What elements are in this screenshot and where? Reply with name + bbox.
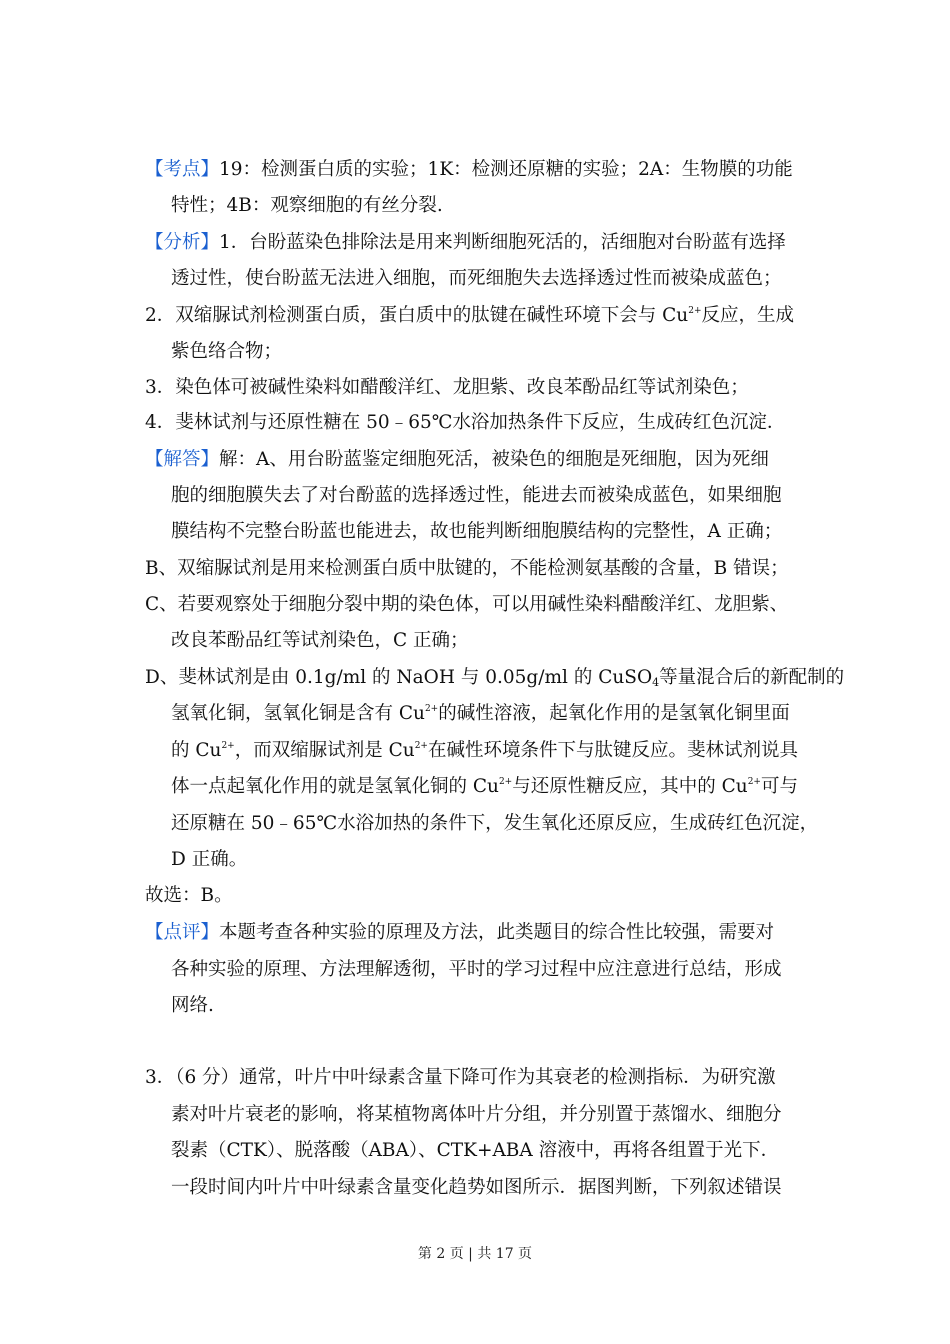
dianping-tag: 【点评】 xyxy=(145,922,220,943)
page-footer: 第 2 页 | 共 17 页 xyxy=(417,1246,533,1262)
superscript: 2+ xyxy=(221,741,235,751)
fenxi-point-2-line-2: 紫色络合物； xyxy=(171,341,283,362)
subscript: 4 xyxy=(652,676,660,689)
jieda-d-text-4a: 体一点起氧化作用的就是氢氧化铜的 Cu xyxy=(171,776,499,797)
question-3-line-1: 3．（6 分）通常，叶片中叶绿素含量下降可作为其衰老的检测指标．为研究激 xyxy=(145,1067,776,1088)
jieda-c-line-1: C、若要观察处于细胞分裂中期的染色体，可以用碱性染料醋酸洋红、龙胆紫、 xyxy=(145,594,789,615)
jieda-d-line-1 xyxy=(145,666,844,690)
fenxi-point-4: 4．斐林试剂与还原性糖在 50﹣65℃水浴加热条件下反应，生成砖红色沉淀． xyxy=(145,412,786,433)
jieda-d-text-2b: 的碱性溶液，起氧化作用的是氢氧化铜里面 xyxy=(438,703,790,724)
jieda-d-line-4 xyxy=(171,775,798,799)
jieda-d-text-3b: ，而双缩脲试剂是 Cu xyxy=(234,740,415,761)
question-3-line-3: 裂素（CTK）、脱落酸（ABA）、CTK+ABA 溶液中，再将各组置于光下． xyxy=(171,1140,780,1161)
dianping-line-2: 各种实验的原理、方法理解透彻，平时的学习过程中应注意进行总结，形成 xyxy=(171,959,782,980)
jieda-line-1 xyxy=(145,448,769,472)
jieda-d-text-3c: 在碱性环境条件下与肽键反应。斐林试剂说具 xyxy=(427,740,798,761)
question-3-line-2: 素对叶片衰老的影响，将某植物离体叶片分组，并分别置于蒸馏水、细胞分 xyxy=(171,1104,782,1125)
dianping-line-1 xyxy=(145,921,774,945)
fenxi-line-1 xyxy=(145,231,786,255)
superscript: 2+ xyxy=(498,777,513,787)
kaodian-line-2: 特性；4B：观察细胞的有丝分裂. xyxy=(171,195,443,216)
superscript: 2+ xyxy=(414,741,428,751)
answer-line: 故选：B。 xyxy=(145,885,233,906)
superscript: 2+ xyxy=(688,306,702,316)
jieda-a-line-2: 胞的细胞膜失去了对台酚蓝的选择透过性，能进去而被染成蓝色，如果细胞 xyxy=(171,485,782,506)
fenxi-point-2 xyxy=(145,304,794,328)
fenxi-point-2-text: 2．双缩脲试剂检测蛋白质，蛋白质中的肽键在碱性环境下会与 Cu xyxy=(145,305,689,326)
dianping-text-1: 本题考查各种实验的原理及方法，此类题目的综合性比较强，需要对 xyxy=(219,922,775,943)
jieda-a-line-3: 膜结构不完整台盼蓝也能进去，故也能判断细胞膜结构的完整性，A 正确； xyxy=(171,521,783,542)
fenxi-line-2: 透过性，使台盼蓝无法进入细胞，而死细胞失去选择透过性而被染成蓝色； xyxy=(171,268,782,289)
jieda-d-text-1a: D、斐林试剂是由 0.1g/ml 的 NaOH 与 0.05g/ml 的 CuSO xyxy=(145,667,653,688)
fenxi-point-3: 3．染色体可被碱性染料如醋酸洋红、龙胆紫、改良苯酚品红等试剂染色； xyxy=(145,377,749,398)
kaodian-line-1 xyxy=(145,158,793,182)
question-3-line-4: 一段时间内叶片中叶绿素含量变化趋势如图所示．据图判断，下列叙述错误 xyxy=(171,1177,782,1198)
jieda-d-line-5: 还原糖在 50﹣65℃水浴加热的条件下，发生氧化还原反应，生成砖红色沉淀， xyxy=(171,813,819,834)
jieda-d-text-4b: 与还原性糖反应，其中的 Cu xyxy=(512,776,748,797)
fenxi-point-2-text-b: 反应，生成 xyxy=(701,305,795,326)
kaodian-text-1: 19：检测蛋白质的实验；1K：检测还原糖的实验；2A：生物膜的功能 xyxy=(219,159,793,180)
jieda-d-text-3a: 的 Cu xyxy=(171,740,222,761)
jieda-b-line-1: B、双缩脲试剂是用来检测蛋白质中肽键的，不能检测氨基酸的含量，B 错误； xyxy=(145,558,789,579)
superscript: 2+ xyxy=(424,704,439,714)
jieda-d-text-1b: 等量混合后的新配制的 xyxy=(659,667,845,688)
superscript: 2+ xyxy=(747,777,761,787)
jieda-d-line-3 xyxy=(171,739,798,763)
jieda-d-text-2a: 氢氧化铜，氢氧化铜是含有 Cu xyxy=(171,703,425,724)
jieda-d-line-2 xyxy=(171,702,790,726)
jieda-d-line-6: D 正确。 xyxy=(171,849,248,870)
jieda-c-line-2: 改良苯酚品红等试剂染色，C 正确； xyxy=(171,630,469,651)
jieda-a-text-1: 解：A、用台盼蓝鉴定细胞死活，被染色的细胞是死细胞，因为死细 xyxy=(219,449,769,470)
dianping-line-3: 网络. xyxy=(171,995,214,1016)
fenxi-text-1: 1．台盼蓝染色排除法是用来判断细胞死活的，活细胞对台盼蓝有选择 xyxy=(219,232,786,253)
jieda-tag: 【解答】 xyxy=(145,449,220,470)
fenxi-tag: 【分析】 xyxy=(145,232,220,253)
kaodian-tag: 【考点】 xyxy=(145,159,220,180)
jieda-d-text-4c: 可与 xyxy=(760,776,798,797)
